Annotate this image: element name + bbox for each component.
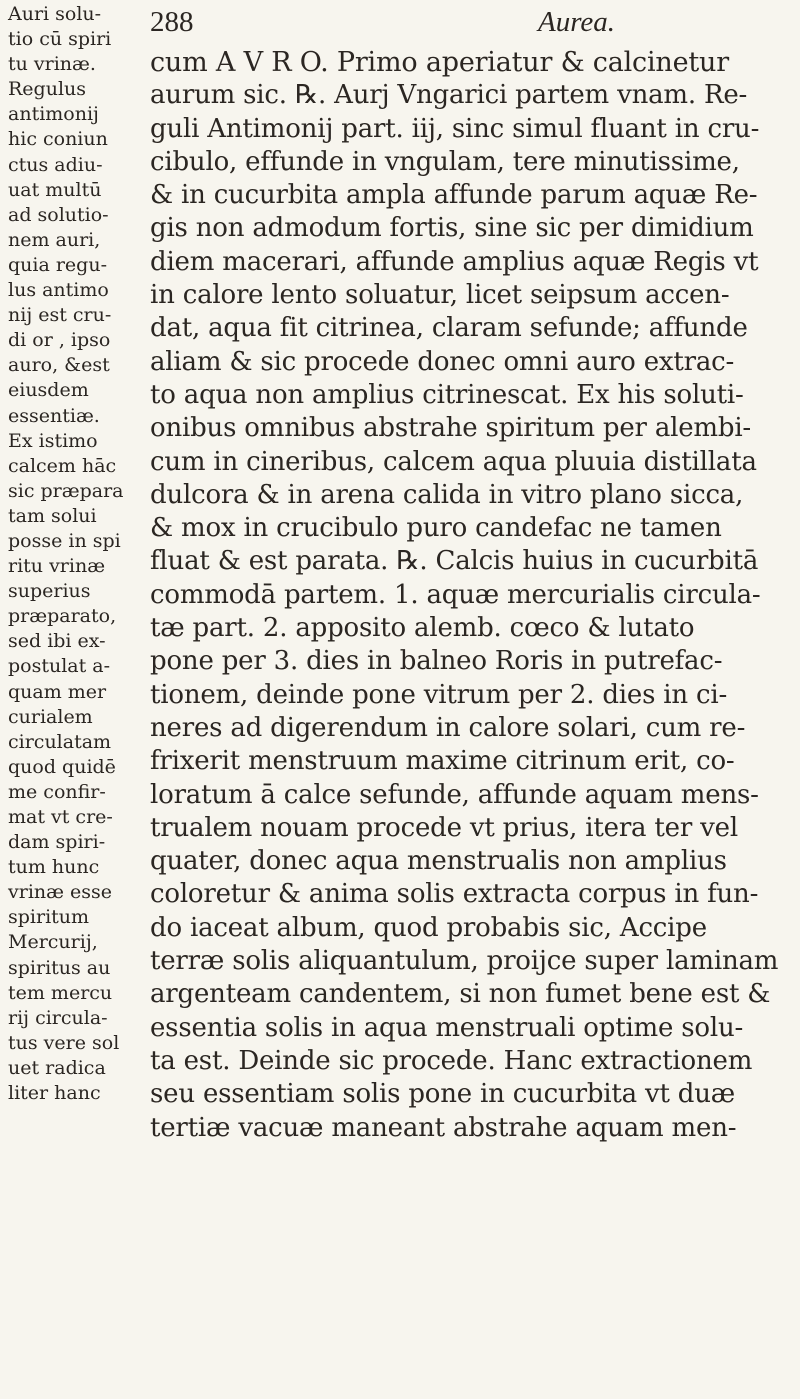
margin-note-line: postulat a- xyxy=(8,655,111,678)
margin-note-line: ctus adiu- xyxy=(8,153,103,176)
margin-note-line: di or , ipso xyxy=(8,329,111,352)
margin-note-line: antimonij xyxy=(8,103,99,126)
body-line: coloretur & anima solis extracta corpus in fun- xyxy=(150,879,759,910)
margin-note-line: vrinæ esse xyxy=(8,881,113,904)
body-line: loratum ā calce sefunde, affunde aquam mens- xyxy=(150,779,759,810)
body-line: seu essentiam solis pone in cucurbita vt duæ xyxy=(150,1079,736,1110)
margin-note-line: uat multū xyxy=(8,178,102,201)
margin-note-line: spiritum xyxy=(8,906,90,929)
body-line: cibulo, effunde in vngulam, tere minutissime, xyxy=(150,146,740,177)
margin-note-line: liter hanc xyxy=(8,1082,101,1105)
margin-note-line: curialem xyxy=(8,705,93,728)
margin-note-line: me confir- xyxy=(8,780,106,803)
body-line: ta est. Deinde sic procede. Hanc extractionem xyxy=(150,1045,753,1076)
body-line: in calore lento soluatur, licet seipsum accen- xyxy=(150,280,730,311)
margin-note-line: Auri solu- xyxy=(8,3,102,25)
margin-note-line: calcem hāc xyxy=(8,454,117,477)
margin-note-line: nem auri, xyxy=(8,228,101,251)
body-line: tertiæ vacuæ maneant abstrahe aquam men- xyxy=(150,1112,737,1143)
body-line: cum in cineribus, calcem aqua pluuia distillata xyxy=(150,446,757,477)
margin-note-line: sic præpara xyxy=(8,479,124,502)
body-line: dat, aqua fit citrinea, claram sefunde; affunde xyxy=(150,313,748,344)
body-text xyxy=(150,46,790,1145)
body-line: dulcora & in arena calida in vitro plano sicca, xyxy=(150,479,744,510)
margin-note-line: tus vere sol xyxy=(8,1031,120,1054)
body-line: frixerit menstruum maxime citrinum erit, co- xyxy=(150,746,735,777)
margin-note-line: uet radica xyxy=(8,1056,106,1079)
body-line: gis non admodum fortis, sine sic per dimidium xyxy=(150,213,754,244)
body-line: & mox in crucibulo puro candefac ne tamen xyxy=(150,513,722,544)
margin-note-line: tem mercu xyxy=(8,981,113,1004)
margin-note-line: mat vt cre- xyxy=(8,806,113,828)
margin-note-line: ritu vrinæ xyxy=(8,555,106,578)
page-number: 288 xyxy=(150,6,194,38)
body-line: essentia solis in aqua menstruali optime solu- xyxy=(150,1012,744,1043)
margin-note-line: Ex istimo xyxy=(8,429,98,452)
margin-note-line: superius xyxy=(8,580,91,603)
body-line: argenteam candentem, si non fumet bene est & xyxy=(150,979,771,1010)
margin-note-line: Regulus xyxy=(8,78,87,101)
margin-note-line: circulatam xyxy=(8,730,112,753)
body-line: diem macerari, affunde amplius aquæ Regis vt xyxy=(150,246,759,277)
body-line: onibus omnibus abstrahe spiritum per alembi- xyxy=(150,413,752,444)
body-line: neres ad digerendum in calore solari, cum re- xyxy=(150,712,746,743)
body-line: commodā partem. 1. aquæ mercurialis circula- xyxy=(150,579,761,610)
body-line: to aqua non amplius citrinescat. Ex his soluti- xyxy=(150,379,744,410)
margin-note-line: nij est cru- xyxy=(8,304,112,327)
body-line: terræ solis aliquantulum, proijce super laminam xyxy=(150,946,779,977)
margin-note-line: essentiæ. xyxy=(8,404,100,427)
body-line: tæ part. 2. apposito alemb. cœco & lutato xyxy=(150,613,695,644)
marginal-notes xyxy=(8,2,148,1106)
running-title: Aurea. xyxy=(538,6,616,38)
margin-note-line: auro, &est xyxy=(8,354,110,377)
margin-note-line: quam mer xyxy=(8,680,107,703)
body-line: & in cucurbita ampla affunde parum aquæ Re- xyxy=(150,180,758,211)
body-line: do iaceat album, quod probabis sic, Accipe xyxy=(150,912,707,943)
body-line: quater, donec aqua menstrualis non amplius xyxy=(150,846,727,877)
margin-note-line: dam spiri- xyxy=(8,831,106,854)
page-header xyxy=(150,6,790,46)
margin-note-line: tam solui xyxy=(8,504,97,527)
margin-note-line: quia regu- xyxy=(8,253,107,276)
body-line: trualem nouam procede vt prius, itera ter vel xyxy=(150,812,738,843)
margin-note-line: tum hunc xyxy=(8,856,100,879)
body-line: tionem, deinde pone vitrum per 2. dies in ci- xyxy=(150,679,728,710)
body-line: fluat & est parata. ℞. Calcis huius in cucurbitā xyxy=(150,546,759,577)
margin-note-line: quod quidē xyxy=(8,755,116,778)
margin-note-line: Mercurij, xyxy=(8,931,98,954)
margin-note-line: præparato, xyxy=(8,605,117,628)
body-line: guli Antimonij part. iij, sinc simul fluant in cru- xyxy=(150,113,760,144)
margin-note-line: lus antimo xyxy=(8,279,109,302)
margin-note-line: tio cū spiri xyxy=(8,28,112,51)
margin-note-line: ad solutio- xyxy=(8,203,109,226)
margin-note-line: sed ibi ex- xyxy=(8,630,106,653)
margin-note-line: eiusdem xyxy=(8,379,89,402)
body-line: aurum sic. ℞. Aurj Vngarici partem vnam. Re- xyxy=(150,80,748,111)
margin-note-line: spiritus au xyxy=(8,956,111,979)
body-line: pone per 3. dies in balneo Roris in putrefac- xyxy=(150,646,723,677)
margin-note-line: posse in spi xyxy=(8,529,121,552)
margin-note-line: rij circula- xyxy=(8,1006,108,1029)
margin-note-line: hic coniun xyxy=(8,128,108,151)
body-line: cum A V R O. Primo aperiatur & calcinetur xyxy=(150,47,729,78)
margin-note-line: tu vrinæ. xyxy=(8,53,96,76)
body-line: aliam & sic procede donec omni auro extrac- xyxy=(150,346,735,377)
